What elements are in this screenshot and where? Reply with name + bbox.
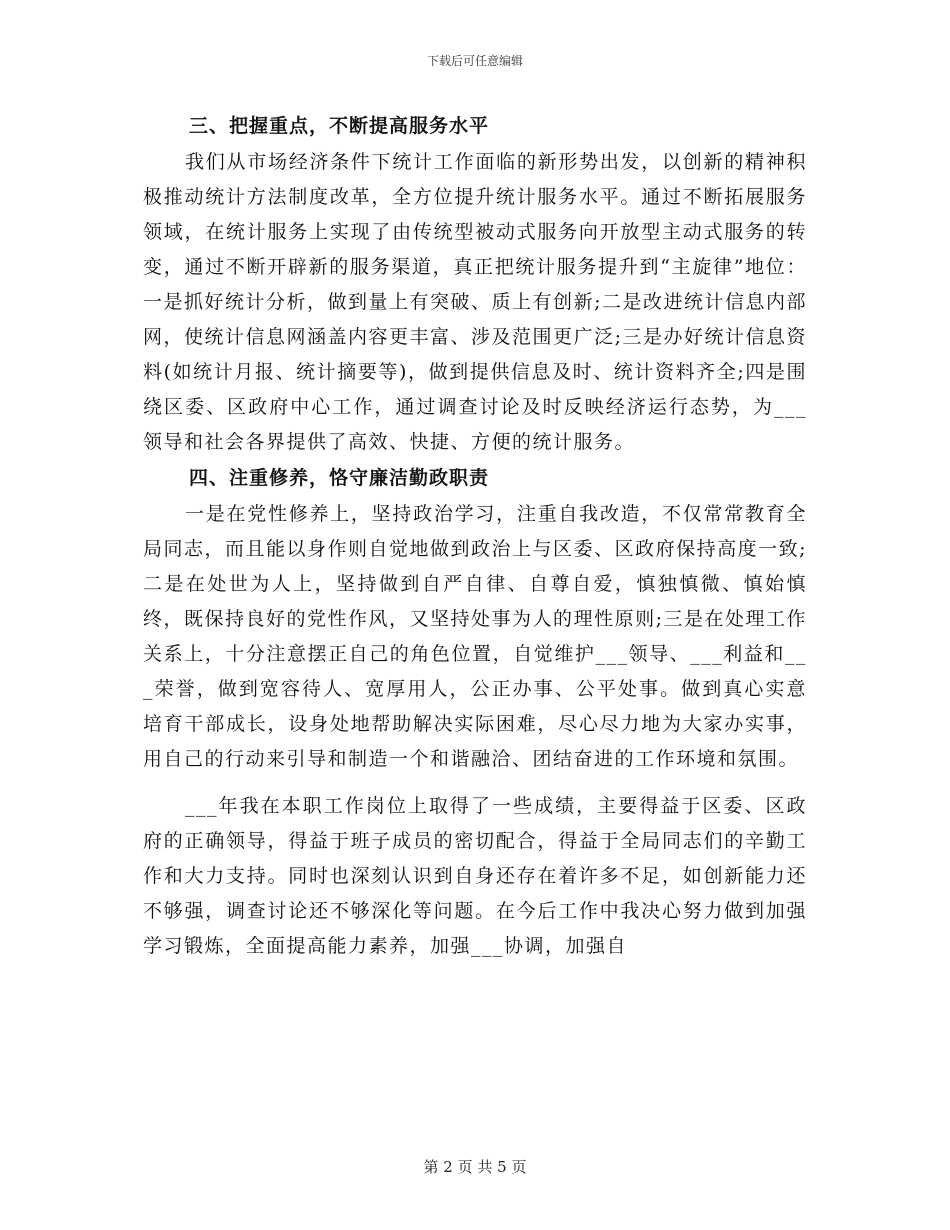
page-header: 下载后可任意编辑 <box>426 54 523 68</box>
closing-paragraph: ___年我在本职工作岗位上取得了一些成绩，主要得益于区委、区政府的正确领导，得益于班子成员的密切配合，得益于全局同志们的辛勤工作和大力支持。同时也深刻认识到自身还存在着许多不足，如创新能力还不够强，调查讨论还不够深化等问题。在今后工作中我决心努力做到加强学习锻炼，全面提高能力素养，加强___协调，加强自 <box>143 795 807 957</box>
section-heading-3: 三、把握重点，不断提高服务水平 <box>189 115 490 137</box>
page-number: 第 2 页 共 5 页 <box>423 1158 527 1176</box>
document-body <box>143 108 807 964</box>
section-paragraph-3: 我们从市场经济条件下统计工作面临的新形势出发，以创新的精神积极推动统计方法制度改革，全方位提升统计服务水平。通过不断拓展服务领域，在统计服务上实现了由传统型被动式服务向开放型主动式服务的转变，通过不断开辟新的服务渠道，真正把统计服务提升到“主旋律”地位：一是抓好统计分析，做到量上有突破、质上有创新;二是改进统计信息内部网，使统计信息网涵盖内容更丰富、涉及范围更广泛;三是办好统计信息资料(如统计月报、统计摘要等)，做到提供信息及时、统计资料齐全;四是围绕区委、区政府中心工作，通过调查讨论及时反映经济运行态势，为___领导和社会各界提供了高效、快捷、方便的统计服务。 <box>143 151 807 453</box>
section-paragraph-4: 一是在党性修养上，坚持政治学习，注重自我改造，不仅常常教育全局同志，而且能以身作则自觉地做到政治上与区委、区政府保持高度一致;二是在处世为人上，坚持做到自严自律、自尊自爱，慎独慎微、慎始慎终，既保持良好的党性作风，又坚持处事为人的理性原则;三是在处理工作关系上，十分注意摆正自己的角色位置，自觉维护___领导、___利益和___荣誉，做到宽容待人、宽厚用人，公正办事、公平处事。做到真心实意培育干部成长，设身处地帮助解决实际困难，尽心尽力地为大家办实事，用自己的行动来引导和制造一个和谐融洽、团结奋进的工作环境和氛围。 <box>143 503 807 770</box>
section-heading-4: 四、注重修养，恪守廉洁勤政职责 <box>189 467 490 489</box>
